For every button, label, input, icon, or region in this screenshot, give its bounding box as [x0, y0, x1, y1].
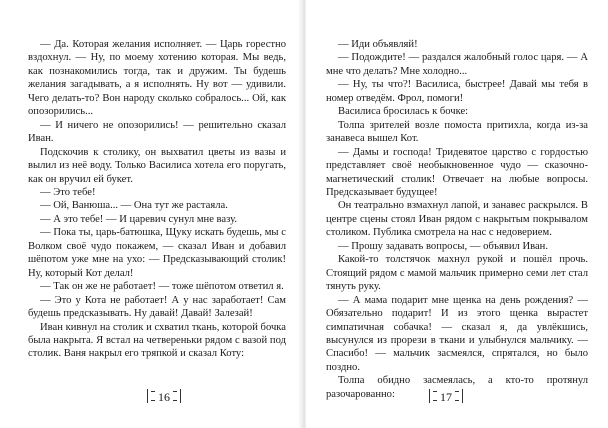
- paragraph: Василиса бросилась к бочке:: [338, 106, 469, 118]
- paragraph: Иван кивнул на столик и схватил ткань, которой бочка была накрыта. Я встал на четвереньки рядом с вазой под столик. Ваня накрыл его тряпкой и сказал Коту:: [28, 321, 286, 360]
- right-page-text: [326, 38, 588, 401]
- page-number-label: 17: [437, 390, 455, 404]
- paragraph: — А мама подарит мне щенка на день рождения? — Обязательно подарит! И из этого щенка вырастет симпатичная собачка! — сказал я, да увлёкшись, высунулся из прорези в ткани и улыбнулся мальчику. — Спасибо! — мальчик засмеялся, спрятался, но было поздно.: [326, 294, 588, 373]
- paragraph: — Подождите! — раздался жалобный голос царя. — А мне что делать? Мне холодно...: [326, 52, 588, 77]
- page-number-right: [429, 388, 463, 406]
- paragraph: — Иди объявляй!: [338, 39, 418, 50]
- paragraph: — Ну, ты что?! Василиса, быстрее! Давай мы тебя в номер отведём. Фрол, помоги!: [326, 79, 588, 104]
- paragraph: — Прошу задавать вопросы, — объявил Иван.: [338, 240, 548, 252]
- page-number-label: 16: [155, 390, 173, 404]
- paragraph: — А это тебе! — И царевич сунул мне вазу.: [40, 213, 237, 225]
- paragraph: Толпа обидно засмеялась, а кто-то протянул разочарованно:: [326, 375, 588, 400]
- paragraph: Подскочив к столику, он выхватил цветы из вазы и вылил из неё воду. Только Василиса хотела его поругать, как он вручил ей букет.: [28, 146, 286, 185]
- left-page: [0, 0, 302, 428]
- paragraph: — Так он же не работает! — тоже шёпотом ответил я.: [40, 281, 284, 293]
- paragraph: Толпа зрителей возле помоста притихла, когда из-за занавеса вышел Кот.: [326, 119, 588, 145]
- paragraph: — Дамы и господа! Тридевятое царство с гордостью представляет своё необыкновенное чудо — сказочно-магнетический столик! Отвечает на любые вопросы. Предсказывает будущее!: [326, 146, 588, 198]
- paragraph: — Пока ты, царь-батюшка, Щуку искать будешь, мы с Волком своё чудо покажем, — сказал Иван и добавил шёпотом уже мне на ухо: — Предсказывающий столик! Ну, который Кот делал!: [28, 227, 286, 279]
- paragraph: Какой-то толстячок махнул рукой и пошёл прочь. Стоящий рядом с мамой мальчик примерно семи лет стал тянуть руку.: [326, 254, 588, 293]
- left-page-text: [28, 38, 286, 361]
- page-number-left: [147, 388, 181, 406]
- paragraph: Он театрально взмахнул лапой, и занавес раскрылся. В центре сцены стоял Иван рядом с накрытым покрывалом столиком. Публика смотрела на нас с недоверием.: [326, 200, 588, 239]
- paragraph: — Ой, Ванюша... — Она тут же растаяла.: [40, 200, 228, 212]
- paragraph: — Это тебе!: [40, 186, 96, 198]
- paragraph: — И ничего не опозорились! — решительно сказал Иван.: [28, 119, 286, 145]
- paragraph: — Да. Которая желания исполняет. — Царь горестно вздохнул. — Ну, по моему хотению которая. Мы ведь, как познакомились тогда, так и дружим. Ты будешь желания загадывать, а я исполнять. Ну вот — удивили. Чего делать-то? Вон народу сколько собралось... Ой, как опозорились...: [28, 39, 286, 118]
- right-page: [306, 0, 608, 428]
- paragraph: — Это у Кота не работает! А у нас заработает! Сам будешь предсказывать. Ну давай! Давай! Залезай!: [28, 294, 286, 320]
